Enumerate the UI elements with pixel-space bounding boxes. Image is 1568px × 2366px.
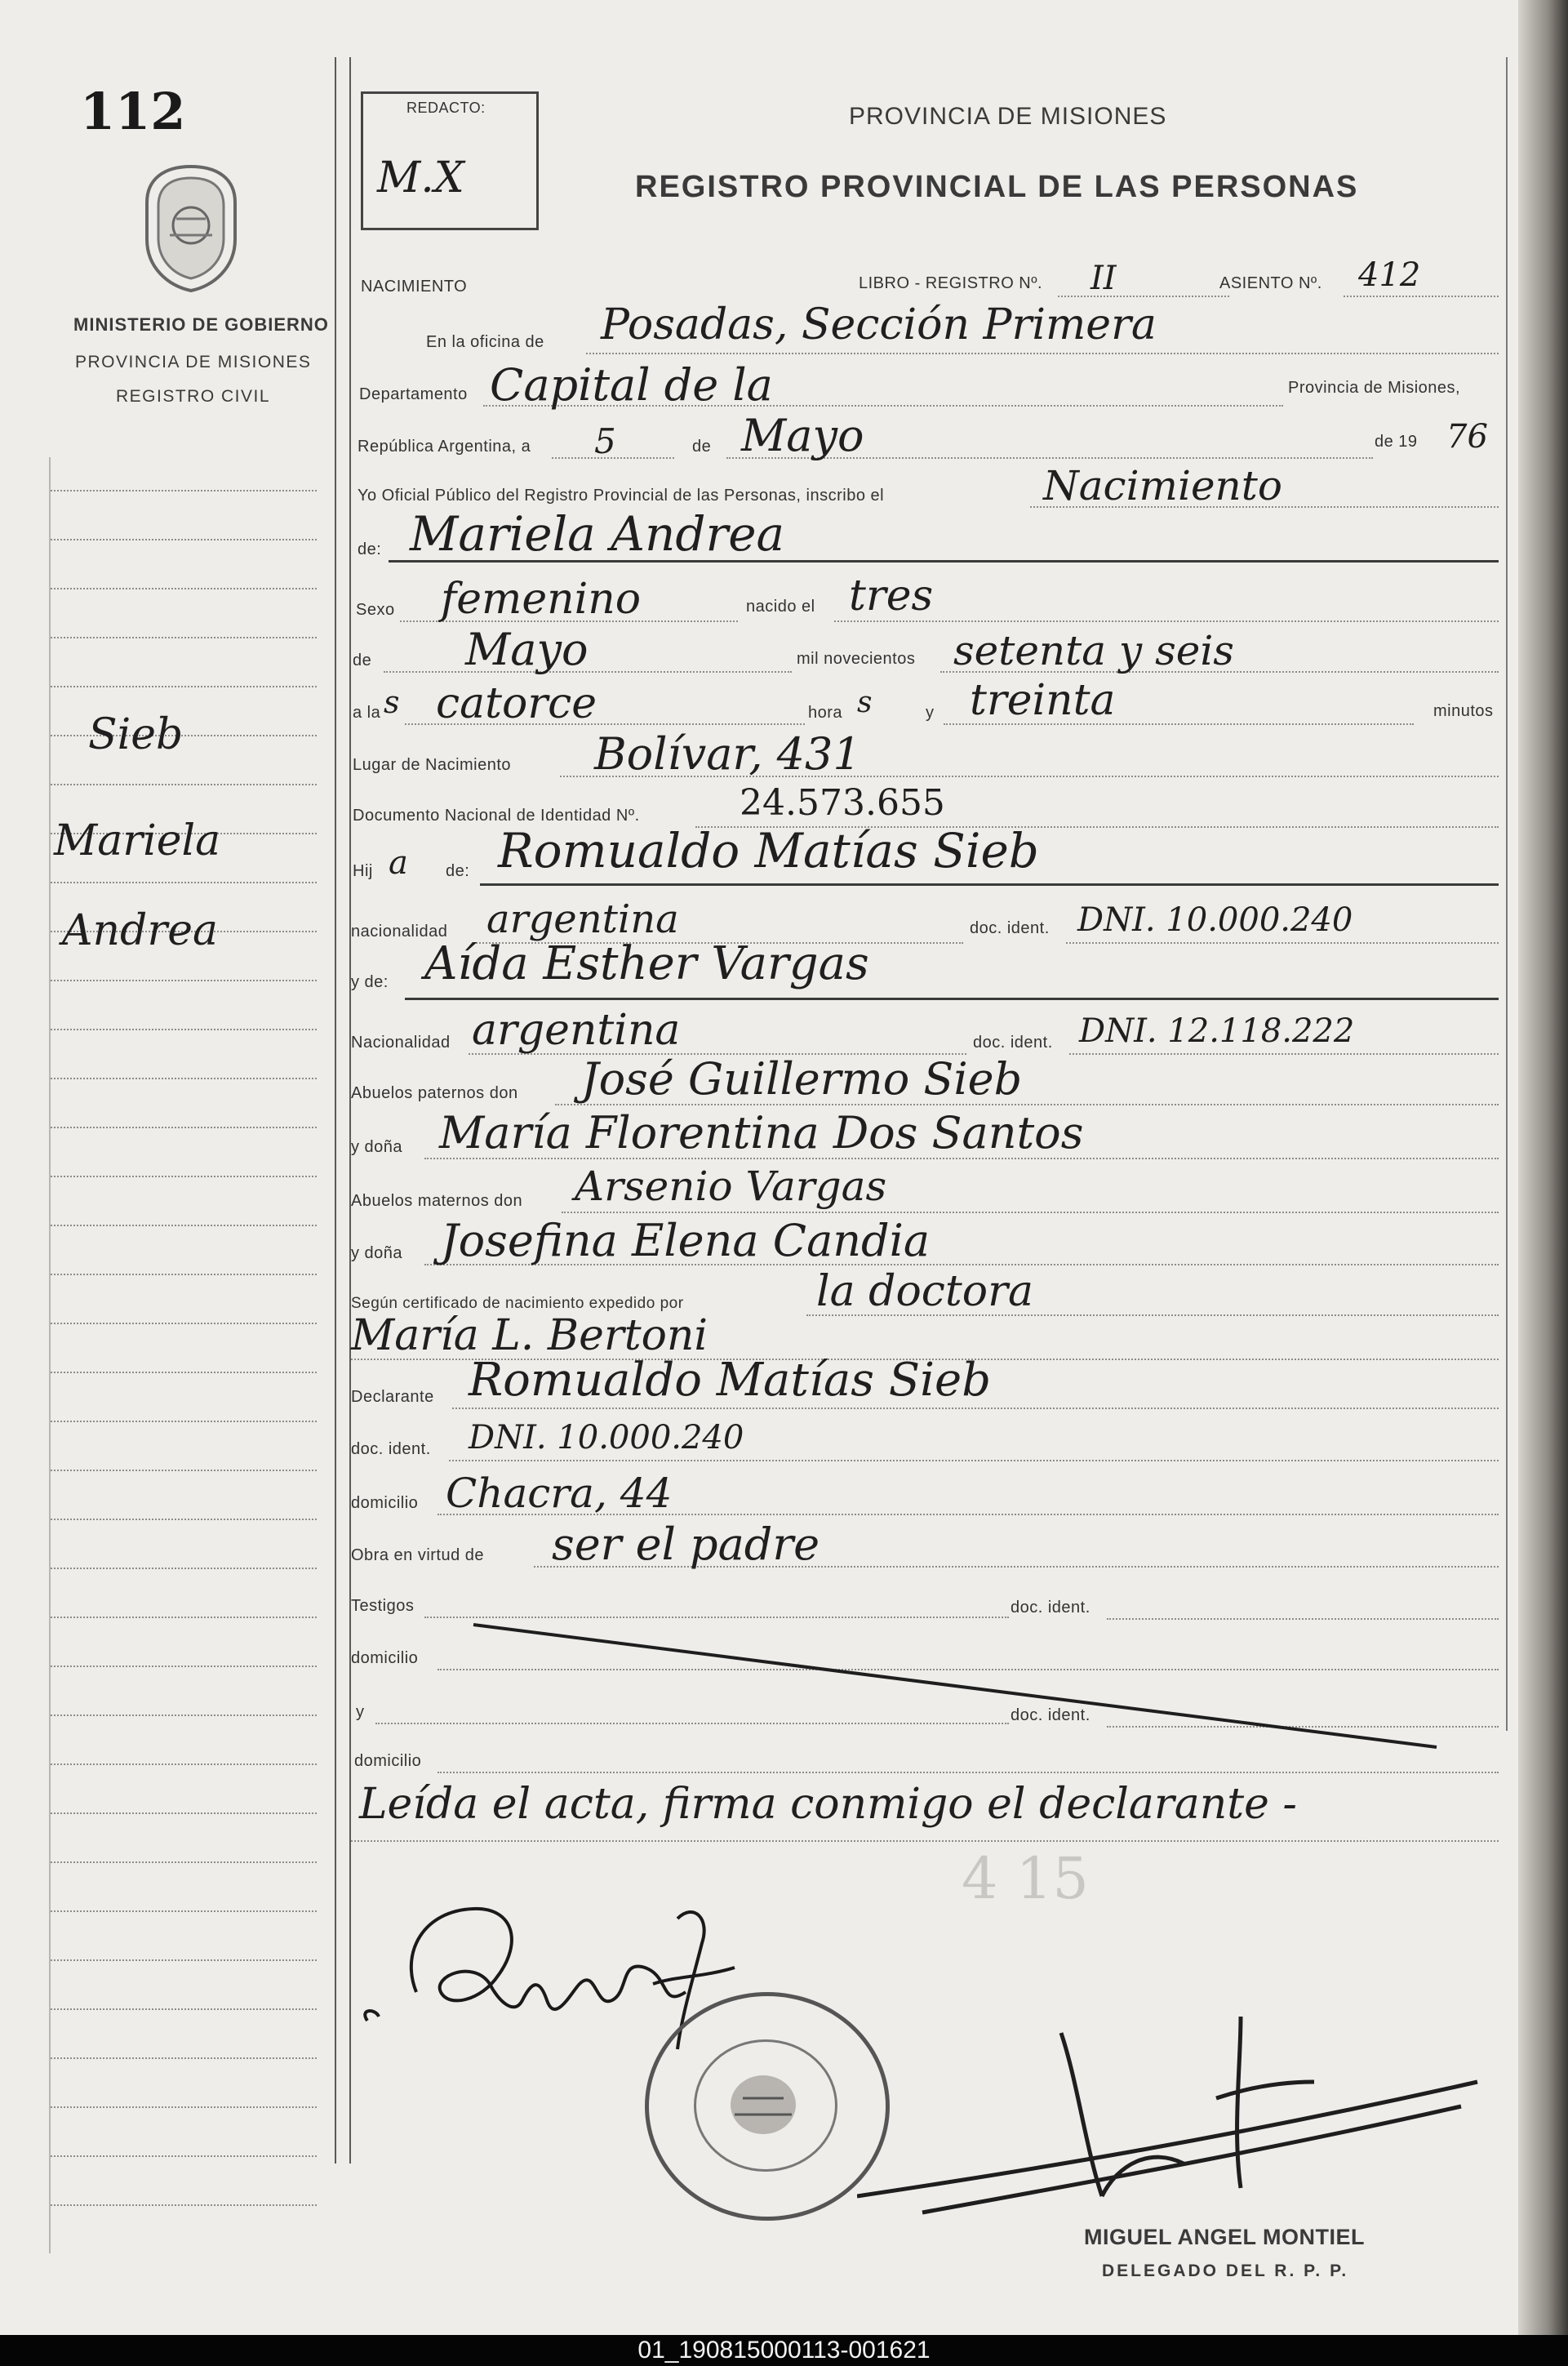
oficina-value: Posadas, Sección Primera <box>601 300 1157 349</box>
margin-firstname: Mariela <box>54 816 221 865</box>
madre-label: y de: <box>351 973 389 991</box>
left-margin-rule <box>49 457 51 2253</box>
certificado-value: la doctora <box>816 1267 1033 1316</box>
testigos-label: Testigos <box>351 1597 415 1615</box>
hora-suffix: s <box>384 684 400 720</box>
asiento-value: 412 <box>1358 256 1421 294</box>
lugar-value: Bolívar, 431 <box>594 728 861 780</box>
officer-signature <box>857 2000 1494 2245</box>
domicilio2-label: domicilio <box>351 1649 419 1667</box>
strike-through-line <box>457 1608 1453 1763</box>
republica-label: República Argentina, a <box>358 438 531 456</box>
margin-surname: Sieb <box>88 710 184 759</box>
dni-label: Documento Nacional de Identidad Nº. <box>353 807 640 825</box>
nacionalidad2-value: argentina <box>472 1006 681 1055</box>
abuelos-m-label: Abuelos maternos don <box>351 1192 523 1210</box>
docident3-label: doc. ident. <box>351 1440 431 1458</box>
registry-title: REGISTRO PROVINCIAL DE LAS PERSONAS <box>635 170 1359 204</box>
departamento-value: Capital de la <box>490 359 773 411</box>
officer-title: DELEGADO DEL R. P. P. <box>1102 2261 1349 2280</box>
provincia-label: Provincia de Misiones, <box>1288 379 1461 397</box>
domicilio-label: domicilio <box>351 1494 419 1512</box>
y-label: y <box>926 704 935 722</box>
libro-label: LIBRO - REGISTRO Nº. <box>859 274 1043 292</box>
child-name: Mariela Andrea <box>410 506 785 562</box>
abuelo-m-value: Arsenio Vargas <box>575 1163 887 1210</box>
minutos-label: minutos <box>1433 702 1494 720</box>
horas-value: catorce <box>436 679 597 728</box>
domicilio-value: Chacra, 44 <box>446 1470 673 1517</box>
obra-value: ser el padre <box>552 1519 820 1570</box>
redacto-label: REDACTO: <box>406 100 486 116</box>
libro-value: II <box>1090 260 1117 297</box>
hora-prefix-label: a la <box>353 704 381 722</box>
officer-name: MIGUEL ANGEL MONTIEL <box>1084 2225 1366 2249</box>
day-value: 5 <box>594 421 616 461</box>
de2-label: de <box>353 652 372 669</box>
certificado-label: Según certificado de nacimiento expedido por <box>351 1295 684 1312</box>
binding-edge <box>1518 0 1568 2335</box>
year-value: 76 <box>1446 418 1488 456</box>
coat-of-arms-emblem <box>137 162 245 296</box>
hijo-label: Hij <box>353 862 373 880</box>
declarante-label: Declarante <box>351 1388 434 1406</box>
record-type-label: NACIMIENTO <box>361 278 468 296</box>
minutos-value: treinta <box>970 676 1116 725</box>
margin-rule-b <box>349 57 351 2164</box>
closing-statement: Leída el acta, firma conmigo el declarante - <box>359 1780 1298 1829</box>
mes2-value: Mayo <box>465 624 589 675</box>
nacido-day: tres <box>849 571 934 620</box>
docident1-label: doc. ident. <box>970 919 1050 937</box>
oficina-label: En la oficina de <box>426 333 544 351</box>
abuela-p-value: María Florentina Dos Santos <box>439 1107 1084 1159</box>
nacionalidad1-label: nacionalidad <box>351 923 448 941</box>
hijo-de-label: de: <box>446 862 470 880</box>
ministry-line3: REGISTRO CIVIL <box>116 387 271 406</box>
abuelos-p-label: Abuelos paternos don <box>351 1084 518 1102</box>
asiento-label: ASIENTO Nº. <box>1219 274 1322 292</box>
anio-letras: setenta y seis <box>953 627 1234 674</box>
persona-de-label: de: <box>358 540 382 558</box>
nacido-label: nacido el <box>746 598 815 616</box>
nacionalidad1-value: argentina <box>486 896 679 942</box>
de-label: de <box>692 438 712 456</box>
margin-middlename: Andrea <box>62 906 218 955</box>
page-number: 112 <box>80 82 186 141</box>
abuelo-p-value: José Guillermo Sieb <box>581 1053 1023 1105</box>
ministry-line2: PROVINCIA DE MISIONES <box>75 353 312 371</box>
year-label: de 19 <box>1375 433 1418 451</box>
docident4-label: doc. ident. <box>1011 1599 1090 1617</box>
docident2-label: doc. ident. <box>973 1034 1053 1052</box>
stamp-emblem-icon <box>718 2066 808 2144</box>
docident3-value: DNI. 10.000.240 <box>469 1419 744 1457</box>
month-value: Mayo <box>741 410 864 461</box>
lugar-label: Lugar de Nacimiento <box>353 756 512 774</box>
nacionalidad2-label: Nacionalidad <box>351 1034 451 1052</box>
ministry-line1: MINISTERIO DE GOBIERNO <box>73 314 329 335</box>
docident5-label: doc. ident. <box>1011 1706 1090 1724</box>
departamento-label: Departamento <box>359 385 468 403</box>
dona2-label: y doña <box>351 1244 403 1262</box>
certificado-value2: María L. Bertoni <box>351 1311 708 1360</box>
hijo-suffix: a <box>389 844 408 882</box>
obra-label: Obra en virtud de <box>351 1546 485 1564</box>
padre-name: Romualdo Matías Sieb <box>498 823 1039 878</box>
acto-value: Nacimiento <box>1043 462 1282 509</box>
sexo-label: Sexo <box>356 601 395 619</box>
right-margin-rule <box>1506 57 1508 1731</box>
province-header: PROVINCIA DE MISIONES <box>849 103 1167 130</box>
mil-label: mil novecientos <box>797 650 916 668</box>
dni-value: 24.573.655 <box>740 782 945 824</box>
faint-pencil-mark: 4 15 <box>962 1845 1089 1912</box>
sexo-value: femenino <box>441 575 642 624</box>
domicilio3-label: domicilio <box>354 1752 422 1770</box>
docident2-value: DNI. 12.118.222 <box>1079 1012 1355 1050</box>
margin-rule-a <box>335 57 336 2164</box>
declarante-value: Romualdo Matías Sieb <box>469 1354 992 1407</box>
horas-plural: s <box>857 686 873 719</box>
footer-code: 01_190815000113-001621 <box>0 2335 1568 2366</box>
oficial-label: Yo Oficial Público del Registro Provincial de las Personas, inscribo el <box>358 487 885 505</box>
dona1-label: y doña <box>351 1138 403 1156</box>
y2-label: y <box>356 1703 365 1721</box>
abuela-m-value: Josefina Elena Candia <box>441 1215 931 1266</box>
docident1-value: DNI. 10.000.240 <box>1077 901 1353 939</box>
redacto-value: M.X <box>377 153 464 202</box>
horas-label: hora <box>808 704 843 722</box>
madre-name: Aída Esther Vargas <box>424 937 869 990</box>
